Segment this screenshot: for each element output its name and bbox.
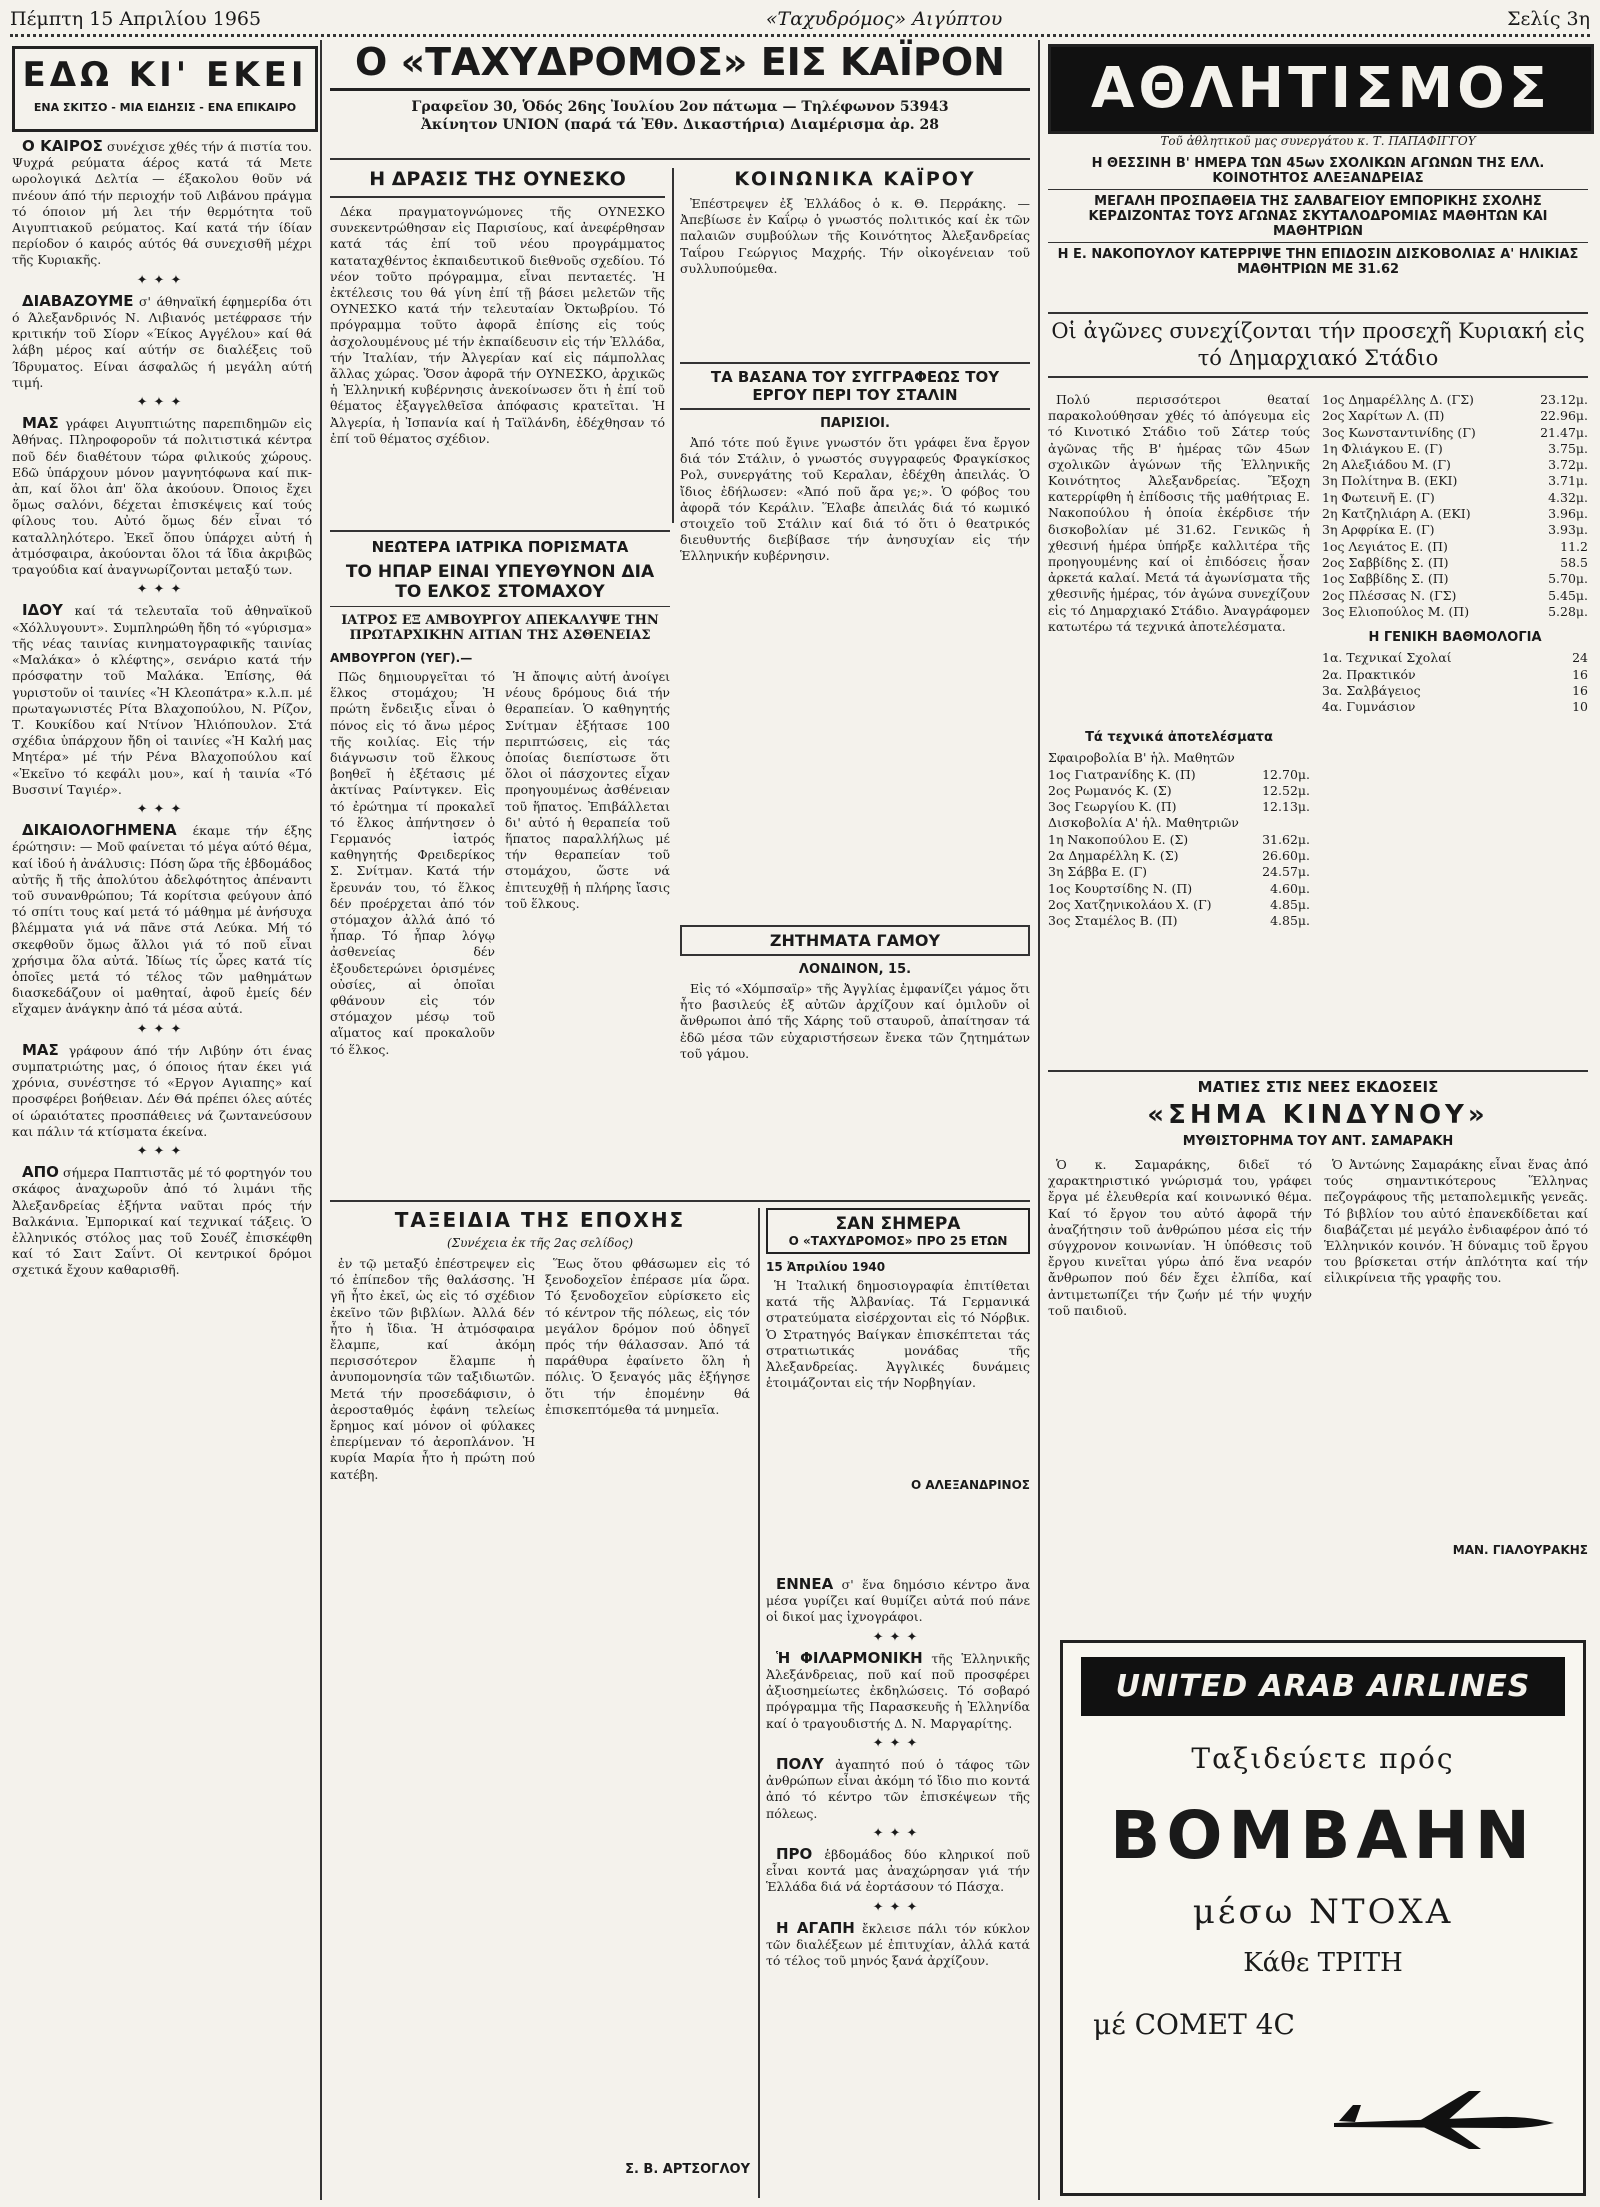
result-row: Σφαιροβολία Β' ἡλ. Μαθητῶν [1048, 750, 1235, 766]
list-item: ΔΙΚΑΙΟΛΟΓΗΜΕΝΑ έκαμε τήν έξης έρώτησιν: — Μοῦ φαίνεται τό μέγα αύτό θέμα, καί ἰδού ἡ ἀνάλυσις: Πόση ὥρα τῆς ἑβδομάδος αὐτῆς ἤ τῆς ἀπολύτου ἀδελφότητος ἀπέναντι τοῦ συνανθρώπου; Τά κορίτσια φεύγουν ἀπό τό σπίτι τους καί μετά τό μάθημα μέ ἀνήσυχα βλέμματα γιά νά πᾶνε στά Λεύκα. Μή τό σκεφθοῦν ὅμως ἄλλοι γιά τό ποῦ εἶναι χρήσιμα ὅλα αὐτά. Ἰδίως τίς ὧρες κατά τίς ὁποῖες μετά τό τέλος τῶν μαθημάτων διασκεδάζουν οἱ μαθηταί, ἀφοῦ ἐμείς δέν εἴχαμεν ἀνάγκην ἀπό τά μέσα αὐτά. [12, 821, 312, 1017]
sports-title: ΑΘΛΗΤΙΣΜΟΣ [1090, 56, 1552, 121]
result-row: 2η Αλεξιάδου Μ. (Γ) 3.72μ. [1322, 457, 1588, 473]
header-rule [330, 158, 1030, 160]
result-row: 2ος Χαρίτων Λ. (Π) 22.96μ. [1322, 408, 1588, 424]
list-item: ΜΑΣ γράφουν άπό τήν Λιβύην ότι ένας συμπατριώτης μας, ό όποιος ήταν έκει γιά χρόνια, συνέστησε τό «Εργον Αγιαπης» καί προσφέρει βοήθειαν. Δέν Θά πρέπει όλες αύτές οί ώραιότατες προσπάθειες νά ζωντανεύσουν και πάλιν τά κτίσματα έκείνα. [12, 1040, 312, 1139]
result-row: Δισκοβολία Α' ἡλ. Μαθητριῶν [1048, 815, 1239, 831]
sports-headline: Η ΘΕΣΣΙΝΗ Β' ΗΜΕΡΑ ΤΩΝ 45ων ΣΧΟΛΙΚΩΝ ΑΓΩΝΩΝ ΤΗΣ ΕΛΛ. ΚΟΙΝΟΤΗΤΟΣ ΑΛΕΞΑΝΔΡΕΙΑΣ [1048, 156, 1588, 190]
ad-line: Κάθε ΤΡΙΤΗ [1243, 1948, 1403, 1978]
ranking-row: 3α. Σαλβάγειος 16 [1322, 683, 1588, 699]
list-item: Η ΑΓΑΠΗ ἔκλεισε πάλι τόν κύκλον τῶν διαλέξεων μέ ἐπιτυχίαν, ἀλλά κατά τό τέλος τοῦ μηνός ξανά ἀρχίζουν. [766, 1918, 1030, 1969]
review-title: «ΣΗΜΑ ΚΙΝΔΥΝΟΥ» [1147, 1100, 1489, 1130]
san-simera-date: 15 Ἀπριλίου 1940 [766, 1260, 886, 1274]
separator: ✦✦✦ [136, 582, 188, 598]
article-body: Ἡ ἄποψις αὐτή ἀνοίγει νέους δρόμους διά τήν θεραπείαν. Ὁ καθηγητής Σνίτμαν ἐξήτασε 100 περιπτώσεις, εἰς τάς ὁποίας διεπίστωσε ὅτι ὅλοι οἱ πάσχοντες εἶχαν προηγουμένως ἀσθένειαν τοῦ ἥπατος. Ἐπιβάλλεται δι' αὐτό ἡ θεραπεία τοῦ ἥπατος παραλλήλως μέ τήν θεραπείαν τοῦ στομάχου, ὥστε νά ἐπιτευχθῇ ἡ πλήρης ἴασις τοῦ ἕλκους. [505, 669, 670, 911]
airline-advertisement [1060, 1640, 1586, 2196]
result-row: 3η Αρφρίκα Ε. (Γ) 3.93μ. [1322, 522, 1588, 538]
review-heading: ΜΑΤΙΕΣ ΣΤΙΣ ΝΕΕΣ ΕΚΔΟΣΕΙΣ [1197, 1078, 1439, 1096]
san-simera-sub: Ο «ΤΑΧΥΔΡΟΜΟΣ» ΠΡΟ 25 ΕΤΩΝ [788, 1234, 1008, 1248]
san-simera-signature: Ο ΑΛΕΞΑΝΔΡΙΝΟΣ [910, 1478, 1030, 1492]
list-item: ΙΔΟΥ καί τά τελευταῖα τοῦ ἀθηναϊκοῦ «Χόλλυγουντ». Συμπληρώθη ἤδη τό «γύρισμα» τῆς νέας ταινίας κινηματογραφικῆς ταινίας «Μαλάκα» ὁ κλέφτης», σενάριο κατά τήν πρόσφατην τοῦ Μαλάκα. Ἐπίσης, θά γυριστοῦν οἱ ταινίες «Ἡ Κλεοπάτρα» κ.λ.π. μέ πρωταγωνιστές Ρίτα Βλαχοπούλου, Ν. Ρίζον, Τ. Κουκίδου καί Ντίνον Ἠλιόπουλον. Στά σχέδια ὑπάρχουν ἤδη οἱ ταινίες «Ἡ Καλή μας Μητέρα» μέ τήν Ρένα Βλαχοπούλου καί «Ἐκεῖνο τό κεφάλι μου», καί ἡ ταινία «Τό Βυσσινί Ταγιέρ». [12, 601, 312, 797]
separator: ✦✦✦ [136, 1021, 188, 1037]
list-item: ΔΙΑΒΑΖΟΥΜΕ σ' άθηναϊκή έφημερίδα ότι ό Άλεξανδρινός Ν. Λιβιανός μετέφρασε τήν κριτικήν τοῦ Σίορν «Έίκος Αγγέλου» καί θά λάβη μέρος καί αύτήν σε διαλέξεις τοῦ Ίδρυματος. Είναι άσφαλῶς ή μεγάλη αύτή τιμή. [12, 291, 312, 390]
review-signature: ΜΑΝ. ΓΙΑΛΟΥΡΑΚΗΣ [1452, 1543, 1588, 1557]
ad-line: μέ COMET 4C [1093, 2008, 1295, 2041]
separator: ✦✦✦ [136, 1143, 188, 1159]
separator: ✦✦✦ [872, 1899, 924, 1915]
san-simera-heading [766, 1208, 1030, 1254]
result-row: 2ος Ρωμανός Κ. (Σ) 12.52μ. [1048, 782, 1310, 798]
article-heading: ΤΑΞΕΙΔΙΑ ΤΗΣ ΕΠΟΧΗΣ [394, 1208, 686, 1232]
article-heading: ΖΗΤΗΜΑΤΑ ΓΑΜΟΥ [680, 925, 1030, 956]
section-rule [330, 1200, 1030, 1202]
result-row: 1ος Λεγιάτος Ε. (Π) 11.2 [1322, 538, 1588, 554]
page-masthead [10, 4, 1590, 37]
sports-body: Πολύ περισσότεροι θεαταί παρακολούθησαν χθές τό ἀπόγευμα εἰς τό Κινοτικό Στάδιο τοῦ Σάτερ τούς ἀγῶνας τῆς Β' ἡμέρας τῶν 45ων σχολικῶν ἀγώνων τῆς Ἑλληνικῆς Κοινότητος Ἀλεξανδρείας. Ἔξοχη κατερρίφθη ἡ ἐπίδοσις τῆς μαθήτριας Ε. Νακοπούλου ἡ ὁποία ἐκέρδισε τήν δισκοβολίαν μέ 31.62. Γενικῶς ἡ χθεσινή ἡμέρα ὑπήρξε καλλιτέρα τῆς προηγουμένης καί οἱ ἐπιδόσεις ἦσαν ἀρκετά καλαί. Μετά τά ἀγωνίσματα τῆς χθεσινῆς ἡμέρας, τόν ἀγώνα συνεχίζουν εἰς τό Δημαρχιακό Στάδιο. Ἀναγράφομεν κατωτέρω τά τεχνικά ἀποτελέσματα. [1048, 392, 1310, 634]
article-body: Πῶς δημιουργεῖται τό ἕλκος στομάχου; Ἡ πρώτη ἔνδειξις εἶναι ὁ πόνος εἰς τό ἄνω μέρος τῆς κοιλίας. Εἰς τήν διάγνωσιν τοῦ ἕλκους βοηθεῖ ἡ ἐξέτασις μέ ἀκτίνας Ραίντγκεν. Εἰς τό ἐρώτημα τί προκαλεῖ τό ἕλκος ἀπήντησεν ὁ Γερμανός ἰατρός καθηγητής Φρειδερίκος Σ. Σνίτμαν. Κατά τήν ἔρευνάν του, τό ἕλκος δέν προέρχεται ἀπό τόν στόμαχον ἀλλά ἀπό τό ἧπαρ. Τό ἧπαρ λόγῳ ἀσθενείας δέν ἐξουδετερώνει ὁρισμένες οὐσίες, αἱ ὁποῖαι φθάνουν εἰς τόν στόμαχον μέσῳ τοῦ αἵματος καί προκαλοῦν τό ἕλκος. [330, 669, 495, 1057]
result-row: 3ος Σταμέλος Β. (Π) 4.85μ. [1048, 913, 1310, 929]
section-subtitle: ΕΝΑ ΣΚΙΤΣΟ - ΜΙΑ ΕΙΔΗΣΙΣ - ΕΝΑ ΕΠΙΚΑΙΡΟ [33, 101, 297, 114]
list-item: ΜΑΣ γράφει Αιγυπτιώτης παρεπιδημῶν εἰς Ἀθήνας. Πληροφοροῦν τά πολιτιστικά κέντρα ποῦ δέν διαθέτουν τώρα φιλικούς χώρους. Εδῶ ὑπάρχουν μόνον μαγνητόφωνα καί πικ-ἀπ, καί ὅλοι ἀπ' ὅλα ἀκούουν. Όποιος ἔχει ὅμως σαλόνι, δέχεται ἐπισκέψεις καί τούς φίλους του. Αὐτό ὅμως δέν εἶναι τό καταλληλότερο. Ἐκεῖ ὅπου ὑπάρχει αὐτή ἡ ἀτμόσφαιρα, ἀκούονται ὅλοι τά ἴδια ἀκριβῶς τραγούδια καί ἀναγνωρίζονται μεταξύ των. [12, 414, 312, 578]
column-rule [320, 40, 322, 2200]
article-signature: Σ. Β. ΑΡΤΣΟΓΛΟΥ [625, 2162, 750, 2177]
page-number: Σελίς 3η [1507, 8, 1590, 30]
continued-note: (Συνέχεια ἐκ τῆς 2ας σελίδος) [446, 1236, 634, 1250]
issue-date: Πέμπτη 15 Απριλίου 1965 [10, 8, 262, 30]
separator: ✦✦✦ [136, 395, 188, 411]
airline-name: UNITED ARAB AIRLINES [1081, 1657, 1565, 1716]
list-item: ΠΟΛΥ ἀγαπητό πού ὁ τάφος τῶν ἀνθρώπων εἶναι ἀκόμη τό ἴδιο πιο κοντά ἀπό τό κέντρο τῶν ἐπισκέψεων τῆς πόλεως. [766, 1755, 1030, 1821]
dateline: ΠΑΡΙΣΙΟΙ. [820, 416, 890, 431]
article-kicker: ΝΕΩΤΕΡΑ ΙΑΤΡΙΚΑ ΠΟΡΙΣΜΑΤΑ [330, 530, 670, 556]
result-row: 2ος Πλέσσας Ν. (ΓΣ) 5.45μ. [1322, 587, 1588, 603]
ad-line: μέσω ΝΤΟΧΑ [1192, 1892, 1454, 1932]
separator: ✦✦✦ [136, 272, 188, 288]
column-rule [672, 168, 674, 523]
results-title: Τά τεχνικά ἀποτελέσματα [1085, 730, 1273, 745]
result-row: 3ος Ελιοπούλος Μ. (Π) 5.28μ. [1322, 603, 1588, 619]
separator: ✦✦✦ [872, 1735, 924, 1751]
result-row: 1η Νακοπούλου Ε. (Σ) 31.62μ. [1048, 831, 1310, 847]
sports-banner [1048, 44, 1594, 134]
result-row: 1η Φωτεινῆ Ε. (Γ) 4.32μ. [1322, 489, 1588, 505]
article-heading: Η ΔΡΑΣΙΣ ΤΗΣ ΟΥΝΕΣΚΟ [330, 168, 665, 198]
separator: ✦✦✦ [136, 801, 188, 817]
paper-name: «Ταχυδρόμος» Αιγύπτου [765, 8, 1003, 30]
result-row: 1ος Σαββίδης Σ. (Π) 5.70μ. [1322, 571, 1588, 587]
book-review-article [1048, 1070, 1588, 1638]
list-item: ΕΝΝΕΑ σ' ἕνα δημόσιο κέντρο ἄνα μέσα γυρίζει καί θυμίζει αὐτά πού πάνε οἱ δικοί μας ἰχνογράφοι. [766, 1576, 1030, 1625]
review-subtitle: ΜΥΘΙΣΤΟΡΗΜΑ ΤΟΥ ΑΝΤ. ΣΑΜΑΡΑΚΗ [1182, 1134, 1454, 1149]
short-items-column [766, 1576, 1030, 2196]
social-news-article [680, 168, 1030, 358]
separator: ✦✦✦ [872, 1825, 924, 1841]
result-row: 1ος Κουρτσίδης Ν. (Π) 4.60μ. [1048, 880, 1310, 896]
article-body: Ἀπό τότε πού ἔγινε γνωστόν ὅτι γράφει ἕνα ἔργον διά τόν Στάλιν, ὁ γνωστός συγγραφεύς Φραγκίσκος Ρολ, συνεργάτης τοῦ Κεραλαν, ἐδέχθη ἀπειλάς. Ὁ ἴδιος ἐδήλωσεν: «Ἀπό ποῦ ἄρα γε;». Ὁ φόβος του ἀφορᾶ τόν Κεράλιν. Ἕλαβε ἀπειλάς διά τό κωμικό στοιχεῖο τοῦ Στάλιν καί διά τό ὅτι ὁ θεατρικός διευθυντής διεβίβασε τήν ἀνησυχίαν εἰς τήν Ἑλληνικήν κυβέρνησιν. [680, 435, 1030, 564]
section-title: ΕΔΩ ΚΙ' ΕΚΕΙ [22, 55, 308, 95]
dateline: ΛΟΝΔΙΝΟΝ, 15. [798, 962, 912, 977]
article-heading: ΚΟΙΝΩΝΙΚΑ ΚΑΪΡΟΥ [734, 168, 976, 190]
list-item: ΠΡΟ ἑβδομάδος δύο κληρικοί ποῦ εἶναι κοντά μας ἀναχώρησαν γιά τήν Ἑλλάδα διά νά ἐορτάσουν τό Πάσχα. [766, 1845, 1030, 1895]
list-item: ΑΠΟ σήμερα Παπτιστᾶς μέ τό φορτηγόν του σκάφος ἀναχωροῦν ἀπό τό λιμάνι τῆς Ἀλεξανδρείας ἐξήντα ναῦται πρός τήν Βαλκάνια. Ἐμπορικαί καί τεχνικαί τάξεις. Ὁ ἐλληνικός στόλος μας τοῦ Σουέζ ἐπισκέφθη καί τό Σαιτ Σαΐντ. Οἱ κεντρικοί δρόμοι σχετικά ἔχουν καθαρισθῆ. [12, 1163, 312, 1278]
article-subhead: ΙΑΤΡΟΣ ΕΞ ΑΜΒΟΥΡΓΟΥ ΑΠΕΚΑΛΥΨΕ ΤΗΝ ΠΡΩΤΑΡΧΙΚΗΝ ΑΙΤΙΑΝ ΤΗΣ ΑΣΘΕΝΕΙΑΣ [341, 613, 659, 643]
unesco-article [330, 168, 665, 523]
result-row: 1η Φλιάγκου Ε. (Γ) 3.75μ. [1322, 440, 1588, 456]
sports-headline: Η Ε. ΝΑΚΟΠΟΥΛΟΥ ΚΑΤΕΡΡΙΨΕ ΤΗΝ ΕΠΙΔΟΣΙΝ ΔΙΣΚΟΒΟΛΙΑΣ Α' ΗΛΙΚΙΑΣ ΜΑΘΗΤΡΙΩΝ ΜΕ 31.62 [1057, 247, 1579, 277]
article-body: Εἰς τό «Χόμπσαϊρ» τῆς Ἀγγλίας ἐμφανίζει γάμος ὅτι ἦτο βασιλεύς ἐξ αὐτῶν ἀρχίζουν καί ὁμιλοῦν οἱ ἄνθρωποι ἀπό τῆς Χάρης τοῦ σταυροῦ, ἀπαίτησαν τά ἐδῶ μέσα τῶν εὐχαριστήσεων ἔνεκα τῶν ζητημάτων τοῦ γάμου. [680, 981, 1030, 1061]
list-item: Ἡ ΦΙΛΑΡΜΟΝΙΚΗ τῆς Ἑλληνικῆς Ἀλεξάνδρειας, ποῦ καί ποῦ προσφέρει ἀξιοσημείωτες ἐκδηλώσεις. Τό σοβαρό πρόγραμμα τῆς Παρασκευῆς ἡ Ἑλληνίδα καί ὁ τραγουδιστής Δ. Ν. Μαργαρίτης. [766, 1648, 1030, 1731]
travel-article [330, 1208, 750, 2198]
stalin-play-article [680, 362, 1030, 1202]
article-headline: ΤΟ ΗΠΑΡ ΕΙΝΑΙ ΥΠΕΥΘΥΝΟΝ ΔΙΑ ΤΟ ΕΛΚΟΣ ΣΤΟΜΑΧΟΥ [330, 562, 670, 607]
medical-article [330, 530, 670, 1190]
article-heading: ΤΑ ΒΑΣΑΝΑ ΤΟΥ ΣΥΓΓΡΑΦΕΩΣ ΤΟΥ ΕΡΓΟΥ ΠΕΡΙ ΤΟΥ ΣΤΑΛΙΝ [680, 362, 1030, 410]
ad-line: Ταξιδεύετε πρός [1191, 1742, 1455, 1775]
column-rule [1038, 40, 1040, 2200]
san-simera-box [766, 1208, 1030, 1568]
sports-headlines [1048, 156, 1588, 306]
article-body: Ἕως ὅτου φθάσωμεν εἰς τό ξενοδοχεῖον ἐπέρασε μία ὥρα. Τό ξενοδοχεῖον εὑρίσκετο εἰς τό κέντρον τῆς πόλεως, εἰς τόν μεγάλον δρόμον πού ὁδηγεῖ πρός τήν θάλασσαν. Ἀπό τά παράθυρα ἐφαίνετο ὅλη ἡ πόλις. Ὁ ξεναγός μᾶς ἐξήγησε ὅτι τήν ἑπομένην θά ἐπισκεπτόμεθα τά μνημεῖα. [545, 1256, 750, 1417]
cairo-office-header [330, 40, 1030, 150]
ranking-row: 4α. Γυμνάσιον 10 [1322, 699, 1588, 715]
separator: ✦✦✦ [872, 1629, 924, 1645]
sports-byline: Τοῦ ἀθλητικοῦ μας συνεργάτου κ. Τ. ΠΑΠΑΦΙΓΓΟΥ [1160, 134, 1476, 148]
results-left [1048, 730, 1310, 1060]
sports-main-headline: Οἱ ἀγῶνες συνεχίζονται τήν προσεχῆ Κυριακή εἰς τό Δημαρχιακό Στάδιο [1048, 312, 1588, 378]
article-body: Δέκα πραγματογνώμονες τῆς ΟΥΝΕΣΚΟ συνεκεντρώθησαν εἰς Παρισίους, καί ἀνεφέρθησαν κατά τάς ἐπί τοῦ νέου προγράμματος καταταχθέντος ἐκπαιδευτικοῦ διεθνοῦς σχεδίου. Τό νέον τοῦτο πρόγραμμα, εἶναι πενταετές. Ἡ ἐκτέλεσις του θά γίνη ἐπί τῇ βάσει μελετῶν τῆς ΟΥΝΕΣΚΟ κατά τήν τελευταίαν Ὀκτωβρίου. Τό πρόγραμμα τοῦτο ἀφορᾶ ἐπίσης εἰς τούς ἀσχολουμένους μέ τήν ἐκπαίδευσιν εἰς τήν Ἑλλάδα, τήν Ἰταλίαν, τήν Ἀλγερίαν καί εἰς πάμπολλας ἄλλας χώρας. Ὅσον ἀφορᾶ τήν ΟΥΝΕΣΚΟ, ἀρχικῶς ἡ Ἑλληνική κυβέρνησις ἀνεκοίνωσεν ὅτι ἡ ἐπί τοῦ θέματος ἐξαγγελθεῖσα ἀπόφασις κρατεῖται. Ἡ Ἀλγερία, ἡ Ἰσπανία καί ἡ Ταϊλάνδη, ἐδέχθησαν τό ἐπί τοῦ θέματος σχέδιον. [330, 204, 665, 446]
ranking-row: 2α. Πρακτικόν 16 [1322, 666, 1588, 682]
sports-headline: ΜΕΓΑΛΗ ΠΡΟΣΠΑΘΕΙΑ ΤΗΣ ΣΑΛΒΑΓΕΙΟΥ ΕΜΠΟΡΙΚΗΣ ΣΧΟΛΗΣ ΚΕΡΔΙΖΟΝΤΑΣ ΤΟΥΣ ΑΓΩΝΑΣ ΣΚΥΤΑΛΟΔΡΟΜΙΑΣ ΜΑΘΗΤΩΝ ΚΑΙ ΜΑΘΗΤΡΙΩΝ [1048, 194, 1588, 243]
cairo-building: Ἀκίνητον UNION (παρά τά Ἐθν. Δικαστήρια) Διαμέρισμα ἀρ. 28 [420, 117, 940, 133]
result-row: 2ος Σαββίδης Σ. (Π) 58.5 [1322, 554, 1588, 570]
ranking-row: 1α. Τεχνικαί Σχολαί 24 [1322, 650, 1588, 666]
san-simera-body: Ἡ Ἰταλική δημοσιογραφία ἐπιτίθεται κατά τῆς Ἀλβανίας. Τά Γερμανικά στρατεύματα εἰσέρχονται εἰς τό Νόρβικ. Ὁ Στρατηγός Βαίγκαν ἐπισκέπτεται τάς στρατιωτικάς μονάδας τῆς Ἀλεξανδρείας. Ἀγγλικές δυνάμεις ἑτοιμάζονται εἰς τήν Νορβηγίαν. [766, 1278, 1030, 1391]
list-item: Ο ΚΑΙΡΟΣ συνέχισε χθές τήν ά πιστία του. Ψυχρά ρεύματα άέρος κατά τά Μετε ωρολογικά Δελτία — έξακολου θοῦν νά πνέουν άπό τήν περιοχήν τοῦ Λιβάνου πράγμα τό όποιον μή λει τήν θερμότητα τοῦ Αιγυπτιακοῦ ρεύματος. Καί κατά τήν ίδίαν περίοδον ό καιρός αύτός θά συνεχισθῆ μέχρι τῆς Κυριακῆς. [12, 138, 312, 268]
san-simera-title: ΣΑΝ ΣΗΜΕΡΑ [835, 1214, 961, 1234]
ranking-title: Η ΓΕΝΙΚΗ ΒΑΘΜΟΛΟΓΙΑ [1368, 630, 1542, 646]
airplane-icon [1329, 2083, 1559, 2153]
column-rule [758, 1208, 760, 2198]
article-body: Ὁ Ἀντώνης Σαμαράκης εἶναι ἕνας ἀπό τούς σημαντικότερους Ἕλληνας πεζογράφους τῆς μεταπολεμικῆς γενεᾶς. Τό βιβλίον του αὐτό ἐπανεκδίδεται καί διαβάζεται μέ μεγάλο ἐνδιαφέρον ἀπό τό Ἑλληνικόν κοινόν. Ἡ δύναμις τοῦ ἔργου του βρίσκεται στήν ἁπλότητα καί τήν εἰλικρίνεια τῆς γραφῆς του. [1324, 1157, 1588, 1286]
article-body: ἐν τῷ μεταξύ ἐπέστρεψεν εἰς τό ἐπίπεδον τῆς θαλάσσης. Ἡ γῆ ἦτο ἐκεῖ, ὡς εἰς τό σχέδιον ἐκεῖνο τῶν βιβλίων. Ἀλλά δέν ἦτο ἡ ἴδια. Ἡ ἀτμόσφαιρα ἔλαμπε, καί ἀκόμη περισσότερον ἔλαμπε ἡ ἀνυπομονησία τῶν ταξιδιωτῶν. Μετά τήν προσεδάφισιν, ὁ ἀεροσταθμός ἐφάνη τελείως ἔρημος καί μόνον οἱ φύλακες ἐπερίμεναν τό ἀεροπλάνον. Ἡ κυρία Μαρία ἦτο ἡ πρώτη πού κατέβη. [330, 1256, 535, 1482]
edo-ki-ekei-header [12, 46, 318, 132]
cairo-address: Γραφεῖον 30, Ὁδός 26ης Ἰουλίου 2ον πάτωμα — Τηλέφωνον 53943 [411, 99, 949, 115]
result-row: 2α Δημαρέλλη Κ. (Σ) 26.60μ. [1048, 848, 1310, 864]
result-row: 1ος Δημαρέλλης Δ. (ΓΣ) 23.12μ. [1322, 392, 1588, 407]
article-body: Ὁ κ. Σαμαράκης, διδεῖ τό χαρακτηριστικό γνώρισμά του, γράφει ἔργα μέ ἐλευθερία καί κοινωνικό θέμα. Καί τό ἔργον του αὐτό ἀφορᾶ τήν ἀναζήτησιν τοῦ ἀνθρώπου μέσα εἰς τήν σύγχρονον κοινωνίαν. Ἡ ὑπόθεσις τοῦ ἔργου κινεῖται γύρω ἀπό ἕνα νεαρόν ἄνθρωπον πού δέν ἔχει ἐλπίδα, καί ἀντιμετωπίζει τήν ζωήν μέ τήν ψυχήν τοῦ παιδιοῦ. [1048, 1157, 1312, 1318]
cairo-title: Ο «ΤΑΧΥΔΡΟΜΟΣ» ΕΙΣ ΚΑΪΡΟΝ [330, 40, 1030, 91]
ad-destination: ΒΟΜΒΑΗΝ [1110, 1797, 1536, 1874]
result-row: 1ος Γιατρανίδης Κ. (Π) 12.70μ. [1048, 766, 1310, 782]
result-row: 3η Σάββα Ε. (Γ) 24.57μ. [1048, 864, 1310, 880]
dateline: ΑΜΒΟΥΡΓΟΝ (ΥΕΓ).— [330, 651, 473, 665]
result-row: 2η Κατζηλιάρη Α. (ΕΚΙ) 3.96μ. [1322, 506, 1588, 522]
results-right [1322, 392, 1588, 932]
left-column [12, 138, 312, 2198]
result-row: 2ος Χατζηνικολάου Χ. (Γ) 4.85μ. [1048, 896, 1310, 912]
article-body: Ἐπέστρεψεν ἐξ Ἑλλάδος ὁ κ. Θ. Περράκης. — Ἀπεβίωσε ἐν Καΐρῳ ὁ γνωστός πολιτικός καί ἐκ τῶν παλαιῶν συμβούλων τῆς Κοινότητος Ἀλεξανδρείας Ταΐρου Γεώργιος Μαχρής. Τήν οἰκογένειαν τοῦ συλλυπούμεθα. [680, 196, 1030, 276]
result-row: 3ος Γεωργίου Κ. (Π) 12.13μ. [1048, 799, 1310, 815]
result-row: 3η Πολίτηνα Β. (ΕΚΙ) 3.71μ. [1322, 473, 1588, 489]
result-row: 3ος Κωνσταντινίδης (Γ) 21.47μ. [1322, 424, 1588, 440]
